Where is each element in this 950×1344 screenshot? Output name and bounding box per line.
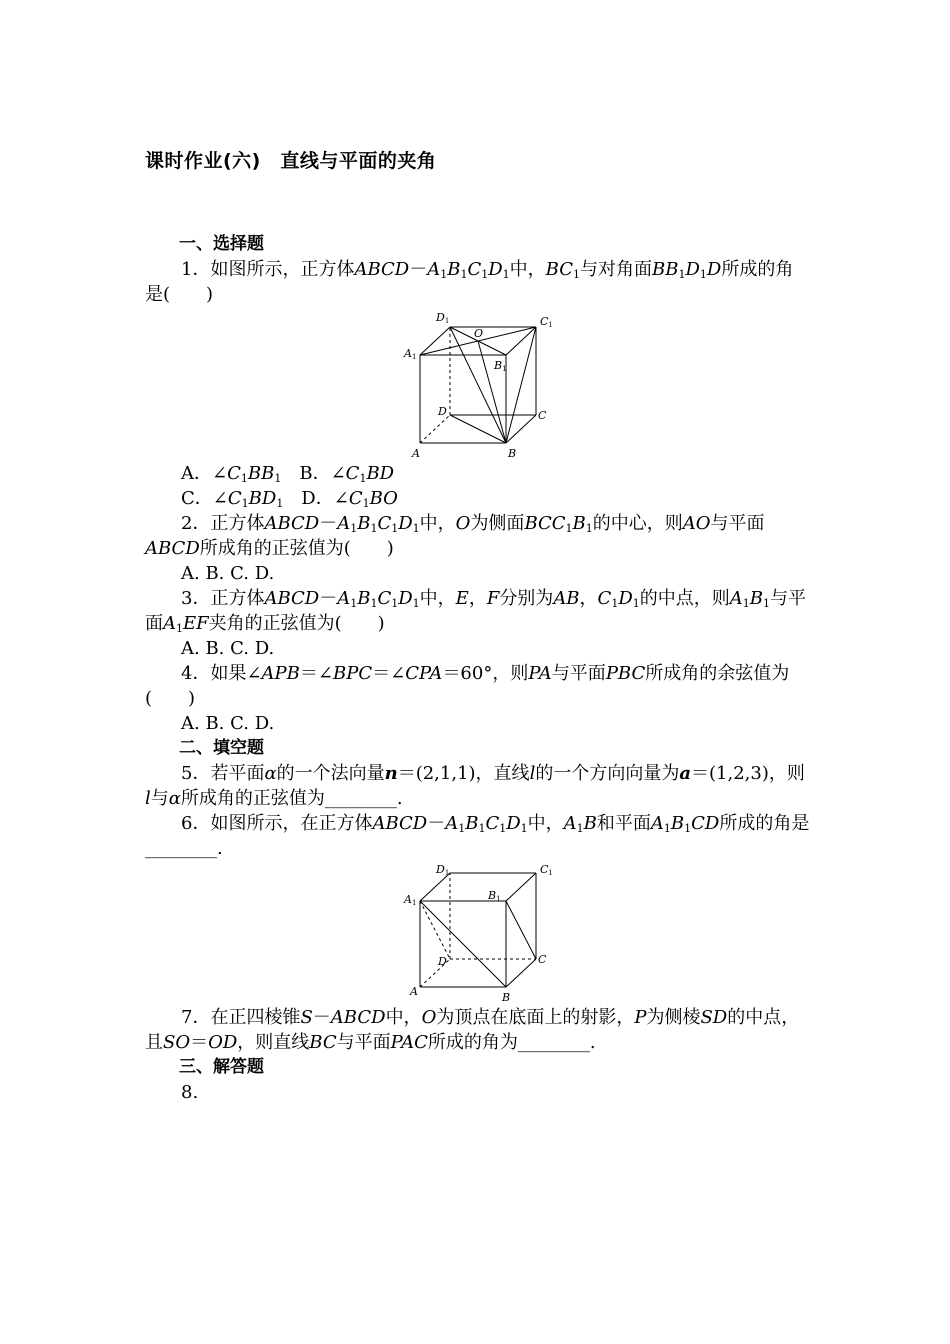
edge-D-B <box>450 415 506 443</box>
vertex-label-c1: C1 <box>539 315 553 329</box>
vertex-label-a: A <box>411 447 420 460</box>
cube-diagram-1 <box>398 311 558 461</box>
question-3: 3．正方体$ABCD-A_1B_1C_1D_1$中，E，F分别为AB，$C_1D_1$的中点，则$A_1B_1$与平面$A_1EF$夹角的正弦值为( ) <box>145 588 806 635</box>
edge-B-C <box>506 959 536 987</box>
cube-diagram-2 <box>398 865 558 1005</box>
edge-A1-B <box>420 901 506 987</box>
section-heading-answer: 三、解答题 <box>179 1057 264 1077</box>
vertex-label-d1: D1 <box>435 311 449 325</box>
vertex-label-b: B <box>501 991 510 1004</box>
vertex-label-a1: A1 <box>403 893 416 907</box>
question-4: 4．如果∠APB＝∠BPC＝∠CPA＝60°，则PA与平面PBC所成角的余弦值为( ) <box>145 663 790 709</box>
vertex-label-d: D <box>437 405 447 418</box>
edge-B1-C1 <box>506 873 536 901</box>
vertex-label-d: D <box>437 955 447 968</box>
section-heading-choice: 一、选择题 <box>179 234 264 254</box>
question-1: 1．如图所示，正方体$ABCD-A_1B_1C_1D_1$中，$BC_1$与对角面$BB_1D_1D$所成的角是( ) <box>145 259 794 305</box>
vertex-label-a: A <box>409 985 418 998</box>
page-title: 课时作业(六) 直线与平面的夹角 <box>145 150 437 172</box>
edge-B-C <box>506 415 536 443</box>
question-8: 8. <box>181 1082 199 1103</box>
question-2: 2．正方体$ABCD-A_1B_1C_1D_1$中，O为侧面$BCC_1B_1$的中心，则AO与平面ABCD所成角的正弦值为( ) <box>145 513 765 559</box>
q2-options: A. B. C. D. <box>181 563 275 584</box>
section-heading-fill: 二、填空题 <box>179 738 264 758</box>
content <box>145 232 810 1105</box>
question-5: 5．若平面α的一个法向量n＝(2,1,1)，直线l的一个方向向量为a＝(1,2,3)，则l与α所成角的正弦值为________. <box>145 763 805 809</box>
q1-options-row2: C．$\angle C_1BD_1$ D．$\angle C_1BO$ <box>181 488 398 510</box>
hidden-edge-A1-D <box>420 901 450 959</box>
edge-B1-C <box>506 901 536 959</box>
vertex-label-c: C <box>537 953 546 966</box>
edge-O-B <box>478 341 506 443</box>
edge-D1-A1 <box>420 873 450 901</box>
hidden-edge-A-D <box>420 415 450 443</box>
vertex-label-a1: A1 <box>403 347 416 361</box>
question-7: 7．在正四棱锥S－ABCD中，O为顶点在底面上的射影，P为侧棱SD的中点，且SO＝OD，则直线BC与平面PAC所成的角为________. <box>145 1007 800 1053</box>
edge-B1-C1 <box>506 327 536 355</box>
edge-D1-A1 <box>420 327 450 355</box>
q1-options-row1: A．$\angle C_1BB_1$ B．$\angle C_1BD$ <box>181 463 395 485</box>
edge-C1-B <box>506 327 536 443</box>
edge-D1-B <box>450 327 506 443</box>
vertex-label-b1: B1 <box>487 889 501 903</box>
q3-options: A. B. C. D. <box>181 638 275 659</box>
vertex-label-o: O <box>473 327 483 340</box>
vertex-label-b: B <box>507 447 516 460</box>
q4-options: A. B. C. D. <box>181 713 275 734</box>
vertex-label-c1: C1 <box>539 865 553 877</box>
question-6: 6．如图所示，在正方体$ABCD-A_1B_1C_1D_1$中，$A_1B$和平面$A_1B_1CD$所成的角是________. <box>145 813 810 859</box>
cube-figure-2 <box>145 865 810 1005</box>
vertex-label-c: C <box>537 409 546 422</box>
vertex-label-b1: B1 <box>493 359 507 373</box>
cube-figure-1 <box>145 311 810 461</box>
vertex-label-d1: D1 <box>435 865 449 877</box>
